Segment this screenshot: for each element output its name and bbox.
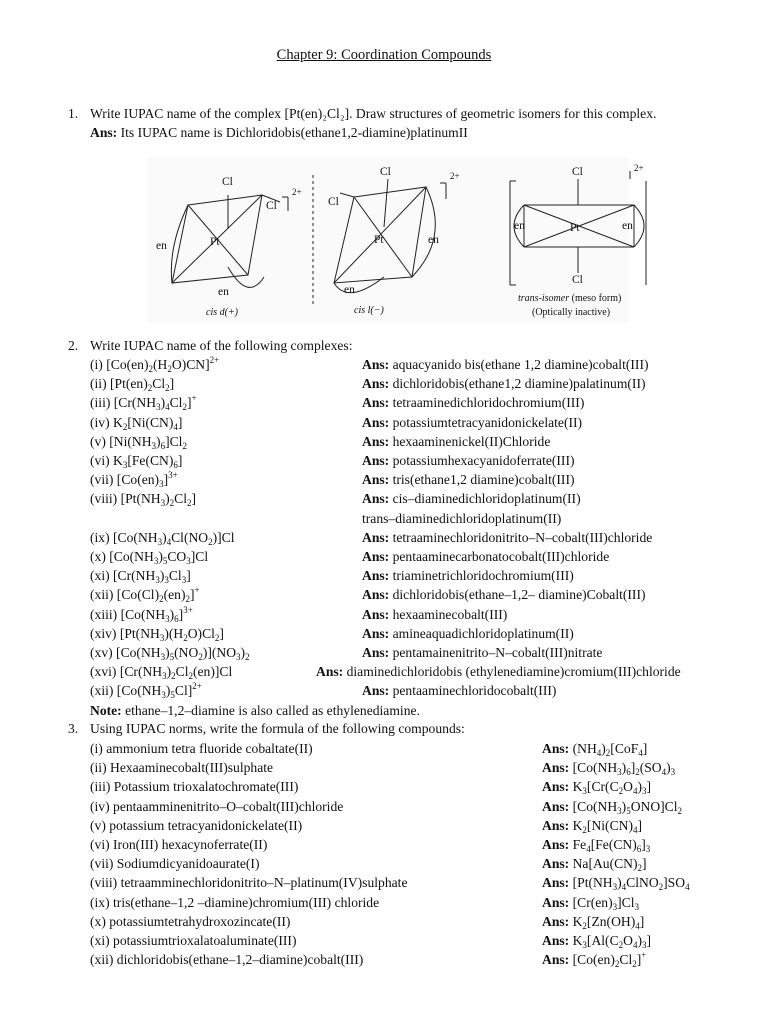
trans-caption-prefix: trans-isomer [518, 293, 570, 304]
cis-d-cl-right: Cl [266, 200, 277, 212]
cis-d-caption: cis d(+) [206, 307, 239, 318]
q2-answer-text: aquacyanido bis(ethane 1,2 diamine)cobalt(III) [392, 357, 649, 372]
q2-note [90, 702, 420, 720]
q2-item-answer [362, 356, 649, 374]
trans-caption [518, 293, 621, 304]
trans-cl-top: Cl [572, 166, 583, 178]
q1-answer [90, 124, 468, 142]
q2-item-answer [362, 548, 609, 566]
q3-item-name: (iv) pentaamminenitrito–O–cobalt(III)chloride [90, 798, 344, 814]
q2-item-formula: (iv) $K_2[Ni(CN)_4]$ [90, 414, 183, 432]
q2-item-answer [362, 394, 584, 412]
q2-answer-text: dichloridobis(ethane1,2 diamine)palatinum(II) [392, 376, 646, 392]
q2-item-formula: (xii) $[Co(NH_3)_5Cl]^{2+}$ [90, 681, 202, 701]
q2-item-answer [362, 414, 582, 432]
answer-label: Ans: [542, 952, 570, 968]
answer-label: Ans: [362, 491, 393, 507]
q2-item-formula: (ix) $[Co(NH_3)_4Cl(NO_2)]Cl$ [90, 529, 235, 547]
q2-item-answer [362, 644, 602, 662]
trans-cl-bottom: Cl [572, 274, 583, 286]
cis-d-cl-top: Cl [222, 176, 233, 188]
q3-item-name: (xi) potassiumtrioxalatoaluminate(III) [90, 933, 297, 948]
q2-item-formula: (xi) $[Cr(NH_3)_3Cl_3]$ [90, 568, 191, 586]
answer-label: Ans: [362, 395, 393, 411]
q2-answer-text: pentaaminechloridocobalt(III) [392, 683, 557, 699]
answer-label: Ans: [542, 760, 570, 776]
q2-number: 2. [68, 338, 79, 353]
answer-label: Ans: [362, 433, 393, 449]
q3-item-answer: Ans: $K_2[Zn(OH)_4]$ [542, 913, 645, 931]
note-label: Note: [90, 702, 122, 718]
q2-answer-text: amineaquadichloridoplatinum(II) [392, 625, 574, 641]
answer-label: Ans: [362, 453, 393, 468]
answer-label: Ans: [362, 529, 393, 545]
q1-number: 1. [68, 106, 79, 121]
cis-d-charge: 2+ [292, 187, 302, 197]
q2-item-answer [362, 567, 574, 585]
cis-l-cl-top: Cl [380, 166, 391, 178]
q1-answer-text: Its IUPAC name is Dichloridobis(ethane1,2-diamine)platinumII [120, 125, 468, 140]
q3-item-answer: Ans: $[Co(en)_2Cl_2]^+$ [542, 950, 647, 970]
q3-item-answer: Ans: $(NH_4)_2[CoF_4]$ [542, 741, 648, 758]
q3-item-name: (ix) tris(ethane–1,2 –diamine)chromium(III) chloride [90, 894, 380, 910]
q2-item-formula: (viii) $[Pt(NH_3)_2Cl_2]$ [90, 491, 197, 509]
q2-item-formula: (i) $[Co(en)_2(H_2O)CN]^{2+}$ [90, 355, 220, 374]
q3-item-name: (v) potassium tetracyanidonickelate(II) [90, 817, 303, 833]
answer-label: Ans: [362, 549, 393, 564]
cis-d-en-bottom: en [218, 286, 229, 298]
q2-answer-text: dichloridobis(ethane–1,2– diamine)Cobalt(III) [392, 587, 646, 603]
q2-item-answer [362, 606, 507, 624]
q2-item-answer [362, 586, 646, 604]
q3-item-answer: Ans: $Na[Au(CN)_2]$ [542, 856, 647, 874]
q2-answer-text: pentaaminecarbonatocobalt(III)chloride [392, 549, 610, 564]
q3-item-answer: Ans: $K_3[Cr(C_2O_4)_3]$ [542, 779, 652, 797]
q3-item-name: (viii) tetraamminechloridonitrito–N–platinum(IV)sulphate [90, 875, 408, 891]
answer-label: Ans: [362, 414, 393, 430]
q3-item-answer: Ans: $[Co(NH_3)_5ONO]Cl_2$ [542, 798, 683, 816]
isomer-structures-svg [148, 157, 644, 323]
cis-l-pt: Pt [374, 234, 384, 246]
q2-item-formula: (iii) $[Cr(NH_3)_4Cl_2]^+$ [90, 393, 197, 413]
answer-label: Ans: [542, 933, 570, 948]
cis-l-en-right: en [428, 234, 439, 246]
q2-answer-text: tetraaminedichloridochromium(III) [392, 395, 585, 411]
q2-answer-text: cis–diaminedichloridoplatinum(II) [392, 491, 581, 507]
trans-caption-suffix: (meso form) [569, 293, 622, 304]
answer-label: Ans: [542, 913, 570, 929]
cis-l-en-bottom: en [344, 284, 355, 296]
q2-item-answer [362, 529, 652, 547]
q2-item-answer [362, 682, 556, 700]
answer-label: Ans: [362, 376, 393, 392]
trans-optically-inactive: (Optically inactive) [532, 307, 611, 318]
q2-answer-text: tetraaminechloridonitrito–N–cobalt(III)chloride [392, 529, 653, 545]
q2-item-answer [362, 375, 646, 393]
q2-item-formula: (vi) $K_3[Fe(CN)_6]$ [90, 453, 183, 470]
q3-item-answer: Ans: $[Pt(NH_3)_4ClNO_2]SO_4$ [542, 875, 690, 893]
answer-label: Ans: [542, 856, 570, 872]
q2-item-formula: (xv) $[Co(NH_3)_5(NO_2)](NO_3)_2$ [90, 645, 250, 662]
q2-answer-text: triaminetrichloridochromium(III) [392, 568, 574, 584]
q3-item-name: (vii) Sodiumdicyanidoaurate(I) [90, 856, 260, 872]
q2-item-formula: (x) $[Co(NH_3)_5CO_3]Cl$ [90, 549, 209, 566]
q3-item-name: (i) ammonium tetra fluoride cobaltate(II) [90, 741, 313, 756]
q3-item-answer: Ans: $K_2[Ni(CN)_4]$ [542, 817, 643, 835]
q2-item-answer [362, 490, 581, 508]
q2-item-answer [362, 433, 550, 451]
q1-question: Write IUPAC name of the complex [Pt(en)₂Cl₂]. Draw structures of geometric isomers for this complex. [90, 106, 657, 121]
q3-item-answer: Ans: $Fe_4[Fe(CN)_6]_3$ [542, 837, 651, 854]
q3-item-name: (ii) Hexaaminecobalt(III)sulphate [90, 760, 274, 776]
answer-label: Ans: [90, 125, 118, 140]
cis-d-pt: Pt [210, 236, 220, 248]
cis-l-caption: cis l(−) [354, 305, 384, 316]
q2-item-answer [362, 471, 575, 489]
answer-label: Ans: [362, 587, 393, 603]
q2-item-answer [316, 663, 681, 681]
trans-en-left: en [514, 220, 525, 232]
cis-l-charge: 2+ [450, 171, 460, 181]
answer-label: Ans: [362, 645, 393, 660]
answer-label: Ans: [542, 741, 570, 756]
answer-label: Ans: [362, 357, 393, 372]
q2-answer-text: pentamainenitrito–N–cobalt(III)nitrate [392, 645, 603, 660]
q3-item-answer: Ans: $[Co(NH_3)_6]_2(SO_4)_3$ [542, 760, 676, 778]
q3-item-answer: Ans: $K_3[Al(C_2O_4)_3]$ [542, 933, 652, 950]
q3-question: Using IUPAC norms, write the formula of the following compounds: [90, 721, 465, 736]
q3-number: 3. [68, 721, 79, 736]
q2-item-formula: (xvi) $[Cr(NH_3)_2Cl_2(en)]Cl$ [90, 664, 233, 682]
q3-item-name: (xii) dichloridobis(ethane–1,2–diamine)cobalt(III) [90, 952, 364, 968]
q2-answer-text: potassiumtetracyanidonickelate(II) [392, 414, 583, 430]
answer-label: Ans: [542, 875, 570, 891]
q3-item-answer: Ans: $[Cr(en)_3]Cl_3$ [542, 894, 639, 912]
answer-label: Ans: [362, 568, 393, 584]
q2-question: Write IUPAC name of the following complexes: [90, 338, 353, 353]
answer-label: Ans: [362, 472, 393, 488]
q2-item-formula: (vii) $[Co(en)_3]^{3+}$ [90, 470, 178, 490]
trans-en-right: en [622, 220, 633, 232]
answer-label: Ans: [542, 779, 570, 795]
answer-label: Ans: [362, 606, 393, 622]
q2-item-formula: (ii) $[Pt(en)_2Cl_2]$ [90, 376, 175, 394]
q2-item-formula: (xiii) $[Co(NH_3)_6]^{3+}$ [90, 604, 193, 624]
cis-d-en-left: en [156, 240, 167, 252]
answer-label: Ans: [542, 817, 570, 833]
q2-answer-text: hexaaminenickel(II)Chloride [392, 433, 551, 449]
note-text: ethane–1,2–diamine is also called as ethylenediamine. [125, 702, 420, 718]
q2-item-answer-continued: trans–diaminedichloridoplatinum(II) [362, 510, 562, 526]
answer-label: Ans: [542, 837, 570, 852]
q3-item-name: (vi) Iron(III) hexacynoferrate(II) [90, 837, 268, 852]
q2-answer-text: hexaaminecobalt(III) [392, 606, 508, 622]
q2-item-formula: (xii) $[Co(Cl)_2(en)_2]^+$ [90, 585, 200, 605]
q2-answer-text: tris(ethane1,2 diamine)cobalt(III) [392, 472, 575, 488]
q2-answer-text: potassiumhexacyanidoferrate(III) [392, 453, 575, 468]
q2-item-answer [362, 452, 575, 470]
answer-label: Ans: [542, 798, 570, 814]
trans-pt: Pt [570, 222, 580, 234]
isomer-figure [148, 157, 644, 323]
answer-label: Ans: [542, 894, 570, 910]
q2-item-formula: (xiv) $[Pt(NH_3)(H_2O)Cl_2]$ [90, 625, 224, 643]
answer-label: Ans: [362, 625, 393, 641]
page-title: Chapter 9: Coordination Compounds [276, 47, 492, 63]
q3-item-name: (x) potassiumtetrahydroxozincate(II) [90, 913, 291, 929]
cis-l-cl-left: Cl [328, 196, 339, 208]
answer-label: Ans: [316, 664, 347, 680]
q2-item-answer [362, 625, 574, 643]
q3-item-name: (iii) Potassium trioxalatochromate(III) [90, 779, 299, 795]
q2-answer-text: diaminedichloridobis (ethylenediamine)cromium(III)chloride [346, 664, 681, 680]
trans-charge: 2+ [634, 163, 644, 173]
q2-item-formula: (v) $[Ni(NH_3)_6]Cl_2$ [90, 433, 187, 451]
answer-label: Ans: [362, 683, 393, 699]
